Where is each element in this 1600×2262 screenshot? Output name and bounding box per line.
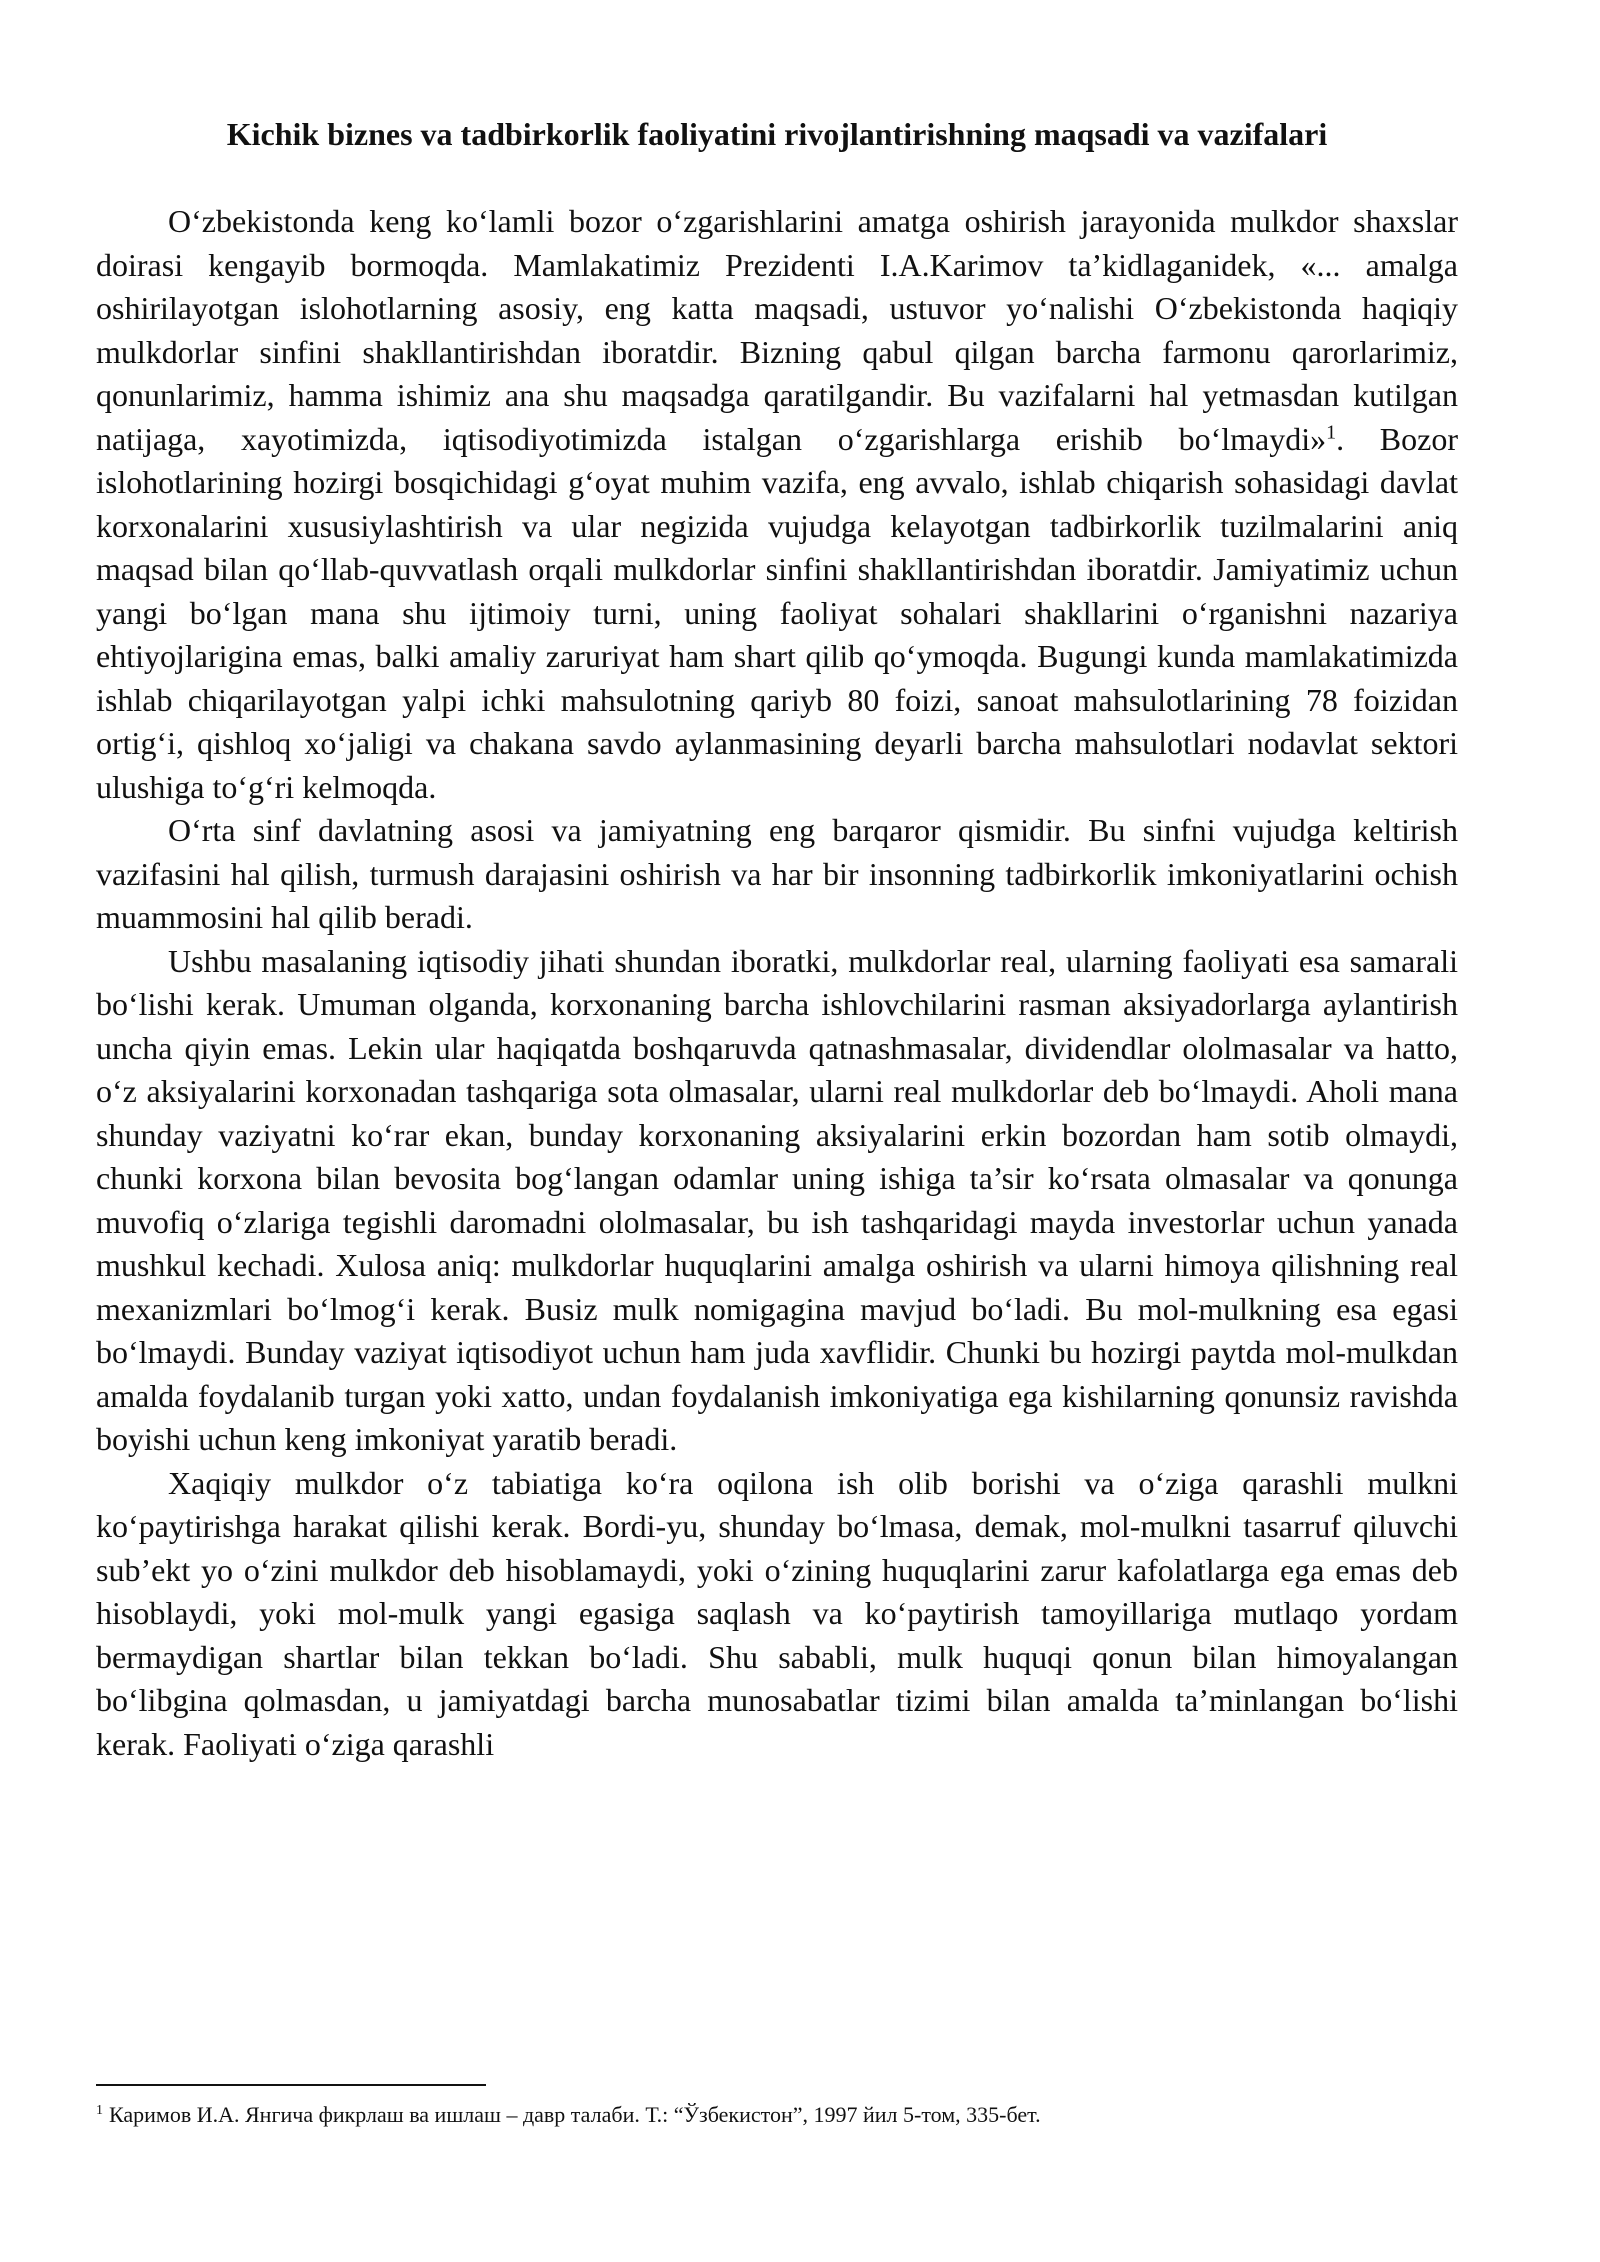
document-title: Kichik biznes va tadbirkorlik faoliyatini rivojlantirishning maqsadi va vazifalari — [226, 116, 1328, 152]
paragraph-4: Xaqiqiy mulkdor o‘z tabiatiga ko‘ra oqilona ish olib borishi va o‘ziga qarashli mulkni ko‘paytirishga harakat qilishi kerak. Bordi-yu, shunday bo‘lmasa, demak, mol-mulkni tasarruf qiluvchi sub’ekt yo o‘zini mulkdor deb hisoblamaydi, yoki o‘zining huquqlarini zarur kafolatlarga ega emas deb hisoblaydi, yoki mol-mulk yangi egasiga saqlash va ko‘paytirish tamoyillariga mutlaqo yordam bermaydigan shartlar bilan tekkan bo‘ladi. Shu sababli, mulk huquqi qonun bilan himoyalangan bo‘libgina qolmasdan, u jamiyatdagi barcha munosabatlar tizimi bilan amalda ta’minlangan bo‘lishi kerak. Faoliyati o‘ziga qarashli — [96, 1464, 1458, 1762]
footnote-text: Каримов И.А. Янгича фикрлаш ва ишлаш – давр талаби. Т.: “Ўзбекистон”, 1997 йил 5-том, 335-бет. — [109, 2102, 1041, 2127]
paragraph-1-text-continued: . Bozor islohotlarining hozirgi bosqichidagi g‘oyat muhim vazifa, eng avvalo, ishlab chiqarish sohasidagi davlat korxonalarini xususiylashtirish va ular negizida vujudga kelayotgan tadbirkorlik tuzilmalarini aniq maqsad bilan qo‘llab-quvvatlash orqali mulkdorlar sinfini shakllantirishdan iboratdir. Jamiyatimiz uchun yangi bo‘lgan mana shu ijtimoiy turni, uning faoliyat sohalari shakllarini o‘rganishni nazariya ehtiyojlarigina emas, balki amaliy zaruriyat ham shart qilib qo‘ymoqda. Bugungi kunda mamlakatimizda ishlab chiqarilayotgan yalpi ichki mahsulotning qariyb 80 foizi, sanoat mahsulotlarining 78 foizidan ortig‘i, qishloq xo‘jaligi va chakana savdo aylanmasining deyarli barcha mahsulotlari nodavlat sektori ulushiga to‘g‘ri kelmoqda. — [96, 420, 1459, 805]
document-body — [96, 112, 1458, 1766]
paragraph-1 — [96, 200, 1458, 809]
footnote-reference[interactable]: 1 — [1326, 420, 1337, 443]
paragraph-2: O‘rta sinf davlatning asosi va jamiyatning eng barqaror qismidir. Bu sinfni vujudga keltirish vazifasini hal qilish, turmush darajasini oshirish va har bir insonning tadbirkorlik imkoniyatlarini ochish muammosini hal qilib beradi. — [96, 812, 1458, 935]
footnote — [96, 2100, 1458, 2130]
paragraph-1-text: O‘zbekistonda keng ko‘lamli bozor o‘zgarishlarini amatga oshirish jarayonida mulkdor shaxslar doirasi kengayib bormoqda. Mamlakatimiz Prezidenti I.A.Karimov ta’kidlaganidek, «... amalga oshirilayotgan islohotlarning asosiy, eng katta maqsadi, ustuvor yo‘nalishi O‘zbekistonda haqiqiy mulkdorlar sinfini shakllantirishdan iboratdir. Bizning qabul qilgan barcha farmonu qarorlarimiz, qonunlarimiz, hamma ishimiz ana shu maqsadga qaratilgandir. Bu vazifalarni hal yetmasdan kutilgan natijaga, xayotimizda, iqtisodiyotimizda istalgan o‘zgarishlarga erishib bo‘lmaydi» — [96, 203, 1458, 457]
footnote-mark: 1 — [96, 2102, 103, 2118]
footnote-separator — [96, 2084, 486, 2086]
paragraph-3: Ushbu masalaning iqtisodiy jihati shundan iboratki, mulkdorlar real, ularning faoliyati esa samarali bo‘lishi kerak. Umuman olganda, korxonaning barcha ishlovchilarini rasman aksiyadorlarga aylantirish uncha qiyin emas. Lekin ular haqiqatda boshqaruvda qatnashmasalar, dividendlar ololmasalar va hatto, o‘z aksiyalarini korxonadan tashqariga sota olmasalar, ularni real mulkdorlar deb bo‘lmaydi. Aholi mana shunday vaziyatni ko‘rar ekan, bunday korxonaning aksiyalarini erkin bozordan ham sotib olmaydi, chunki korxona bilan bevosita bog‘langan odamlar uning ishiga ta’sir ko‘rsata olmasalar va qonunga muvofiq o‘zlariga tegishli daromadni ololmasalar, bu ish tashqaridagi mayda investorlar uchun yanada mushkul kechadi. Xulosa aniq: mulkdorlar huquqlarini amalga oshirish va ularni himoya qilishning real mexanizmlari bo‘lmog‘i kerak. Busiz mulk nomigagina mavjud bo‘ladi. Bu mol-mulkning esa egasi bo‘lmaydi. Bunday vaziyat iqtisodiyot uchun ham juda xavflidir. Chunki bu hozirgi paytda mol-mulkdan amalda foydalanib turgan yoki xatto, undan foydalanish imkoniyatiga ega kishilarning qonunsiz ravishda boyishi uchun keng imkoniyat yaratib beradi. — [96, 942, 1458, 1457]
